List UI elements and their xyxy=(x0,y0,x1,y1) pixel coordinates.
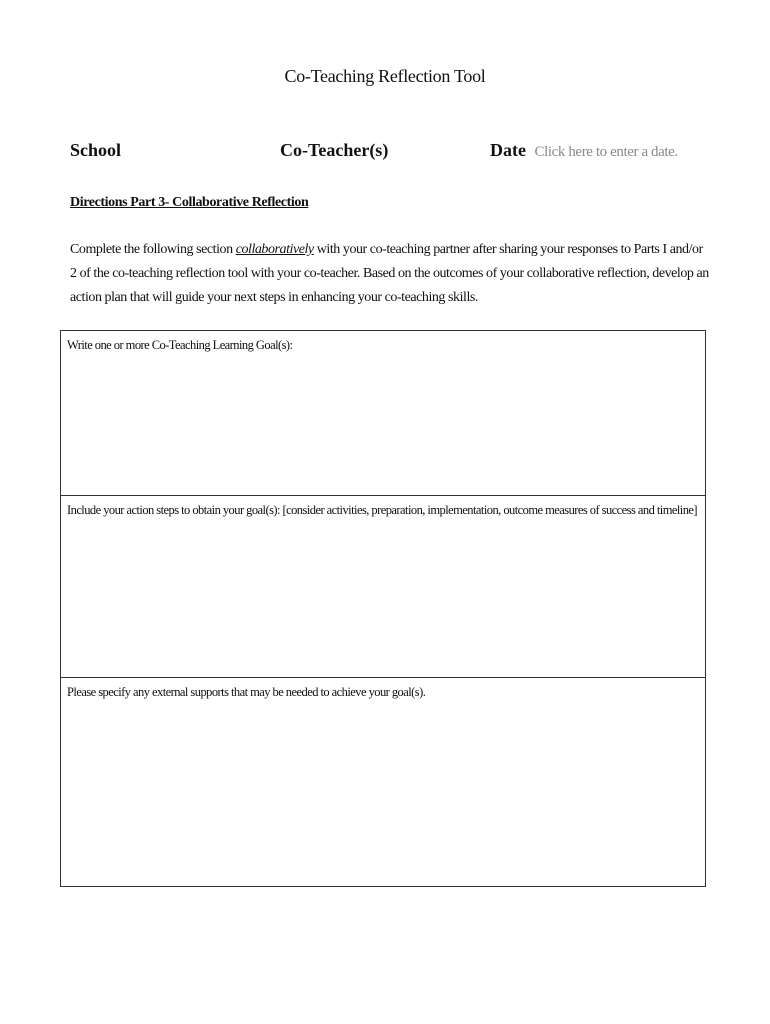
directions-emphasis: collaboratively xyxy=(235,242,314,257)
external-supports-cell[interactable] xyxy=(61,678,705,886)
external-supports-prompt: Please specify any external supports that may be needed to achieve your goal(s). xyxy=(67,685,426,699)
directions-text xyxy=(70,238,710,310)
action-steps-cell[interactable] xyxy=(61,496,705,678)
directions-text-start: Complete the following section xyxy=(70,242,236,257)
goals-cell[interactable] xyxy=(61,331,705,496)
goals-prompt: Write one or more Co-Teaching Learning Goal(s): xyxy=(67,338,293,352)
action-steps-prompt: Include your action steps to obtain your goal(s): [consider activities, preparation, implementation, outcome measures of success and timeline] xyxy=(67,503,698,517)
school-label: School xyxy=(70,140,122,160)
date-label: Date xyxy=(490,140,526,160)
date-field xyxy=(490,140,678,161)
directions-heading: Directions Part 3- Collaborative Reflection xyxy=(70,195,309,210)
directions-text-end: with your co-teaching partner after sharing your responses to Parts I and/or 2 of the co-teaching reflection tool with your co-teacher. Based on the outcomes of your collaborative reflection, develop an action plan that will guide your next steps in enhancing your co-teaching skills. xyxy=(70,242,709,305)
page-title: Co-Teaching Reflection Tool xyxy=(284,66,486,86)
date-input[interactable]: Click here to enter a date. xyxy=(534,144,678,160)
reflection-table xyxy=(60,330,706,887)
coteacher-label: Co-Teacher(s) xyxy=(280,140,389,160)
header-row xyxy=(70,140,710,164)
